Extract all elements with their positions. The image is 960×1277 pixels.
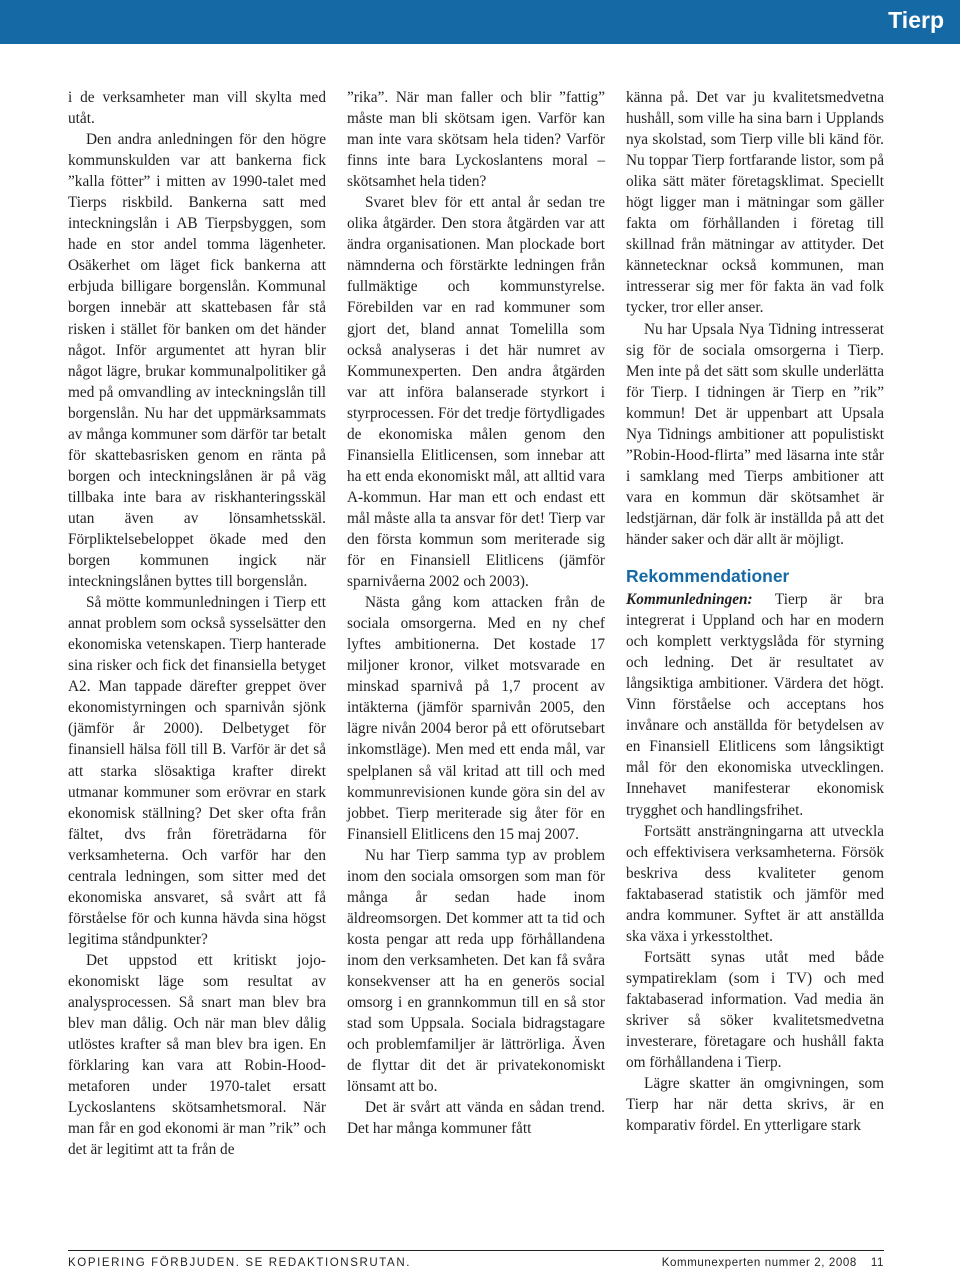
paragraph: ”rika”. När man faller och blir ”fattig” måste man bli skötsam igen. Varför kan man inte vara skötsam hela tiden? Varför finns inte bara Lyckoslantens moral – skötsamhet hela tiden? (347, 89, 605, 191)
paragraph: Så mötte kommunledningen i Tierp ett annat problem som också sysselsätter den ekonomiska vetenskapen. Tierp hanterade sina risker och fick det finansiella betyget A2. Man tappade därefter greppet över ekonomistyrningen och sparnivån sjönk (jämför år 2000). Delbetyget för finansiell hälsa föll till B. Varför är det så att starka slösaktiga krafter direkt utmanar kommuner som erövrar en stark ekonomisk ställning? Det sker ofta från fältet, dvs från företrädarna för verksamheterna. Och varför har den centrala ledningen, som sitter med det ekonomiska ansvaret, så svårt att få förståelse för och kunna hävda sina högst legitima ståndpunkter? (68, 594, 326, 948)
paragraph: Det är svårt att vända en sådan trend. Det har många kommuner fått (347, 1099, 605, 1138)
publication-name: Kommunexperten nummer 2, 2008 (661, 1257, 857, 1269)
paragraph: Den andra anledningen för den högre kommunskulden var att bankerna fick ”kalla fötter” i mitten av 1990-talet med Tierps riskbild. Bankerna satt med inteckningslån i AB Tierpsbyggen, som hade en stor andel tomma lägenheter. Osäkerhet om läget fick bankerna att erbjuda billigare borgenslån. Kommunal borgen innebär att skattebasen får stå risken i stället för banken om det händer något. Inför argumentet att hyran blir något lägre, brukar kommunalpolitiker gå med på omvandling av inteckningslån till borgenslån. Nu har det uppmärksammats av många kommuner som därför tar betalt för skattebasrisken genom en ränta på borgen och inteckningslånen är på väg tillbaka inte bara av riskhanteringsskäl utan även av lönsamhetsskäl. Förpliktelsebeloppet ökade med den borgen kommunen ingick när inteckningslånen byttes till borgenslån. (68, 131, 326, 591)
paragraph: Det uppstod ett kritiskt jojo-ekonomiskt läge som resultat av analysprocessen. Så snart man blev bra blev man dålig. Och när man blev dålig utlöstes krafter så man blev bra igen. En förklaring kan vara att Robin-Hood-metaforen under 1970-talet ersatt Lyckoslantens skötsamhetsmoral. När man får en god ekonomi är man ”rik” och det är legitimt att ta från de (68, 951, 326, 1159)
lead-in: Kommunledningen: (626, 591, 753, 609)
paragraph: Svaret blev för ett antal år sedan tre olika åtgärder. Den stora åtgärden var att ändra organisationen. Man plockade bort nämnderna och förstärkte ledningen från fullmäktige och kommunstyrelse. Förebilden var en rad kommuner som gjort det, bland annat Tomelilla som också analyseras i det här numret av Kommunexperten. Den andra åtgärden var att införa balanserade styrkort i styrprocessen. För det tredje förtydligades de ekonomiska målen genom den Finansiella Elitlicensen, som innebar att ha ett enda ekonomiskt mål, att alltid vara A-kommun. Har man ett och endast ett mål måste alla ta ansvar för det! Tierp var den första kommun som meriterade sig för en Finansiell Elitlicens (jämför sparnivåerna 2002 och 2003). (347, 194, 605, 591)
page-number: 11 (870, 1257, 884, 1269)
text-column-2 (347, 87, 605, 1139)
paragraph: Nu har Upsala Nya Tidning intresserat sig för de sociala omsorgerna i Tierp. Men inte på det sätt som skulle underlätta för Tierp. I tidningen är Tierp en ”rik” kommun! Det är uppenbart att Upsala Nya Tidnings ambitioner att populistiskt ”Robin-Hood-flirta” med läsarna inte står i samklang med Tierps ambitioner att vara en kommun där skötsamhet är ledstjärnan, där folk är inställda på att det händer saker och där allt är möjligt. (626, 320, 884, 548)
paragraph: Fortsätt synas utåt med både sympatireklam (som i TV) och med faktabaserad information. Vad media än skriver så söker kvalitetsmedvetna investerare, företagare och hushåll fakta om förhållandena i Tierp. (626, 948, 884, 1072)
paragraph: känna på. Det var ju kvalitetsmedvetna hushåll, som ville ha sina barn i Upplands nya skolstad, som Tierp ville bli känd för. Nu toppar Tierp fortfarande listor, som på olika sätt mäter företagsklimat. Speciellt högt ligger man i mätningar som gäller fakta om förhållanden i företag till skillnad från mätningar av attityder. Det kännetecknar också kommunen, man intresserar sig mer för fakta än vad folk tycker, tror eller anser. (626, 89, 884, 317)
page-section-title: Tierp (888, 7, 944, 33)
copyright-notice: KOPIERING FÖRBJUDEN. SE REDAKTIONSRUTAN. (68, 1257, 412, 1269)
paragraph: Nästa gång kom attacken från de sociala omsorgerna. Med en ny chef lyftes ambitionerna. Det kostade 17 miljoner kronor, vilket motsvarade en minskad sparnivå på 1,7 procent av intäkterna (jämför sparnivån 2005, den lägre nivån 2004 beror på ett oförutsebart inkomstläge). Men med ett enda mål, var spelplanen så väl kritad att till och med kommunrevisionen kunde göra sin del av jobbet. Tierp meriterade sig åter för en Finansiell Elitlicens den 15 maj 2007. (347, 594, 605, 843)
text-column-1 (68, 87, 326, 1160)
paragraph: Fortsätt ansträngningarna att utveckla och effektivisera verksamheterna. Försök beskriva dess kvaliteter genom faktabaserad statistik och jämför med andra kommuner. Syftet är att anställda ska växa i yrkesstolthet. (626, 822, 884, 945)
paragraph: i de verksamheter man vill skylta med utåt. (68, 89, 326, 128)
header-bar (0, 0, 960, 44)
paragraph: Lägre skatter än omgivningen, som Tierp har när detta skrivs, är en komparativ fördel. En ytterligare stark (626, 1075, 884, 1135)
lead-text: Tierp är bra integrerat i Uppland och har en modern och komplett verktygslåda för styrning och ledning. Det är resultatet av långsiktiga ambitioner. Värdera det högt. Vinn förståelse och acceptans hos invånare och anställda för betydelsen av en Finansiell Elitlicens som långsiktigt mål för den ekonomiska utvecklingen. Innehavet manifesterar ekonomisk trygghet och handlingsfrihet. (626, 591, 884, 819)
footer-divider (68, 1250, 884, 1251)
text-column-3 (626, 87, 884, 1136)
section-heading: Rekommendationer (626, 566, 790, 587)
paragraph (626, 589, 884, 821)
paragraph: Nu har Tierp samma typ av problem inom den sociala omsorgen som man för många år sedan hade inom äldreomsorgen. Det kommer att ta tid och kosta pengar att reda upp förhållandena inom den verksamheten. Det kan få svåra konsekvenser att ha en generös social omsorg i en grannkommun till en så stor stad som Uppsala. Sociala bidragstagare och problemfamiljer är lättrörliga. Även de flyttar dit det är privatekonomiskt lönsamt att bo. (347, 846, 605, 1096)
footer-info (662, 1257, 884, 1269)
